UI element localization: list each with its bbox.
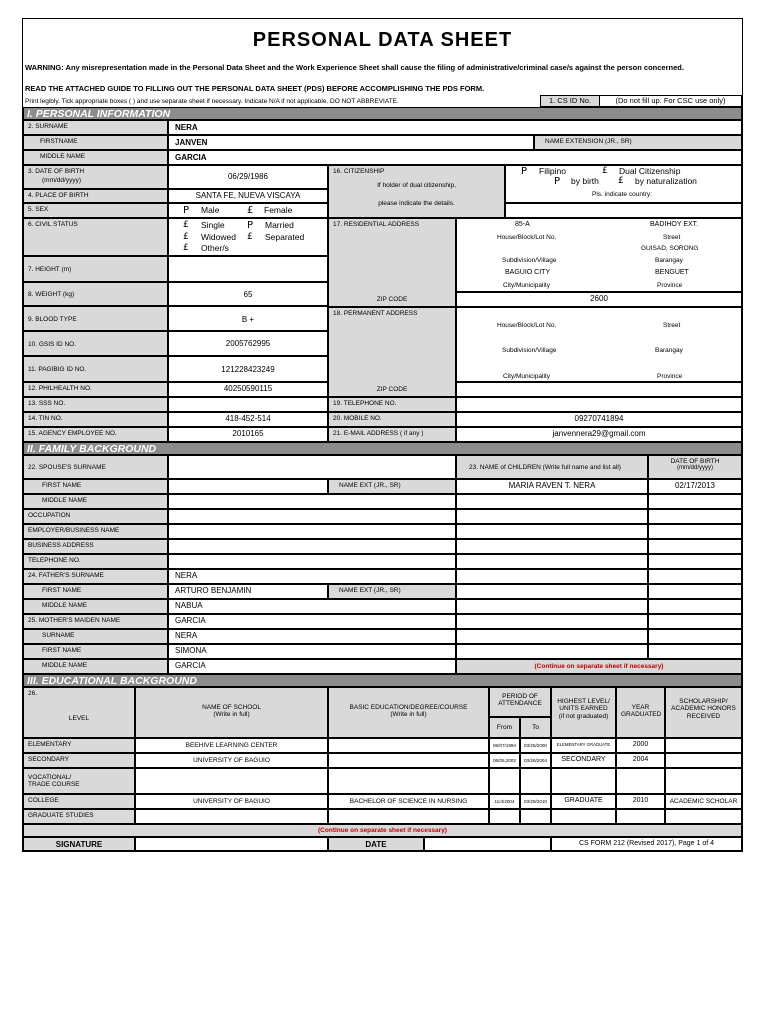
res-city-caption: City/Municipality — [503, 282, 550, 289]
civil-widowed-checkbox[interactable]: £ — [183, 232, 189, 242]
edu-row-course[interactable] — [328, 738, 489, 753]
child-dob-field[interactable] — [648, 629, 742, 644]
child-dob-header-text: DATE OF BIRTH — [670, 458, 720, 465]
res-zip-field[interactable]: 2600 — [456, 292, 742, 307]
permanent-address-fields[interactable] — [456, 307, 742, 382]
res-barangay-caption: Barangay — [655, 257, 683, 264]
edu-row-course[interactable]: BACHELOR OF SCIENCE IN NURSING — [328, 794, 489, 809]
edu-row-honors[interactable] — [665, 738, 742, 753]
dual-note-2: please indicate the details. — [378, 199, 455, 207]
edu-row-to[interactable]: 03/26/2004 — [520, 753, 551, 768]
section-family-background: II. FAMILY BACKGROUND — [23, 442, 742, 455]
level-header-text: LEVEL — [68, 715, 90, 723]
edu-row-to[interactable]: 03/29/2010 — [520, 794, 551, 809]
child-name-field[interactable]: MARIA RAVEN T. NERA — [456, 479, 648, 494]
father-surname-label: 24. FATHER'S SURNAME — [23, 569, 168, 584]
email-field[interactable]: janvennera29@gmail.com — [456, 427, 742, 442]
honors-header: SCHOLARSHIP/ ACADEMIC HONORS RECEIVED — [665, 687, 742, 738]
mother-firstname-field[interactable]: SIMONA — [168, 644, 456, 659]
read-guide-text: READ THE ATTACHED GUIDE TO FILLING OUT THE PERSONAL DATA SHEET (PDS) BEFORE ACCOMPLISHING THE PDS FORM. — [25, 84, 485, 93]
edu-row-year[interactable]: 2004 — [616, 753, 665, 768]
philhealth-label: 12. PHILHEALTH NO. — [23, 382, 168, 397]
civil-single-checkbox[interactable]: £ — [183, 220, 189, 230]
business-address-label: BUSINESS ADDRESS — [23, 539, 168, 554]
business-address-field[interactable] — [168, 539, 456, 554]
civil-separated-checkbox[interactable]: £ — [247, 232, 253, 242]
highest-level-text: HIGHEST LEVEL/ UNITS EARNED — [557, 698, 610, 713]
cit-filipino-checkbox[interactable]: P — [521, 166, 528, 177]
dob-field[interactable]: 06/29/1986 — [168, 165, 328, 189]
res-city: BAGUIO CITY — [505, 269, 551, 276]
date-field[interactable] — [424, 837, 551, 851]
spouse-telephone-field[interactable] — [168, 554, 456, 569]
child-dob-field[interactable] — [648, 644, 742, 659]
warning-text: WARNING: Any misrepresentation made in the Personal Data Sheet and the Work Experience Sheet shall cause the filing of administrative/criminal case/s against the person concerned. — [25, 63, 684, 72]
tin-label: 14. TIN NO. — [23, 412, 168, 427]
child-name-field[interactable] — [456, 614, 648, 629]
child-dob-field[interactable]: 02/17/2013 — [648, 479, 742, 494]
from-header: From — [489, 717, 520, 738]
agency-field[interactable]: 2010165 — [168, 427, 328, 442]
education-continue-note: (Continue on separate sheet if necessary) — [23, 824, 742, 837]
child-name-field[interactable] — [456, 554, 648, 569]
edu-row-course[interactable] — [328, 768, 489, 794]
child-name-field[interactable] — [456, 569, 648, 584]
residential-address-fields[interactable] — [456, 218, 742, 292]
blood-type-field[interactable]: B + — [168, 306, 328, 331]
perm-zip-field[interactable] — [456, 382, 742, 397]
print-note: Print legibly. Tick appropriate boxes ( ) and use separate sheet if necessary. Indicate N/A if not applicable. DO NOT ABBREVIATE. — [25, 98, 399, 105]
perm-house-caption: House/Block/Lot No. — [497, 322, 557, 329]
course-header-sub: (Write in full) — [390, 711, 427, 719]
mobile-label: 20. MOBILE NO. — [328, 412, 456, 427]
perm-zip-label: ZIP CODE — [376, 385, 408, 393]
cs-id-note[interactable]: (Do not fill up. For CSC use only) — [599, 95, 742, 107]
mobile-field[interactable]: 09270741894 — [456, 412, 742, 427]
edu-vocational-line2: TRADE COURSE — [28, 781, 80, 789]
date-label: DATE — [328, 837, 424, 851]
edu-row-from[interactable] — [489, 768, 520, 794]
perm-subdivision-caption: Subdivision/Village — [502, 347, 557, 354]
mother-middlename-label: MIDDLE NAME — [23, 659, 168, 674]
cs-id-label: 1. CS ID No. — [540, 95, 600, 107]
cit-birth-checkbox[interactable]: P — [554, 176, 561, 187]
cit-naturalization-checkbox[interactable]: £ — [618, 176, 624, 186]
mother-surname-label: SURNAME — [23, 629, 168, 644]
agency-label: 15. AGENCY EMPLOYEE NO. — [23, 427, 168, 442]
edu-row-honors[interactable]: ACADEMIC SCHOLAR — [665, 794, 742, 809]
citizenship-label: 16. CITIZENSHIP — [333, 168, 385, 175]
child-name-field[interactable] — [456, 524, 648, 539]
spouse-firstname-label: FIRST NAME — [23, 479, 168, 494]
gsis-label: 10. GSIS ID NO. — [23, 331, 168, 356]
child-dob-field[interactable] — [648, 584, 742, 599]
spouse-surname-field[interactable] — [168, 455, 456, 479]
father-firstname-label: FIRST NAME — [23, 584, 168, 599]
middlename-label: MIDDLE NAME — [23, 150, 168, 165]
period-header: PERIOD OF ATTENDANCE — [489, 687, 551, 717]
child-name-field[interactable] — [456, 494, 648, 509]
edu-row-year[interactable] — [616, 809, 665, 824]
edu-row-highest[interactable]: ELEMENTARY GRADUATE — [551, 738, 616, 753]
father-middlename-field[interactable]: NABUA — [168, 599, 456, 614]
res-province: BENGUET — [655, 269, 689, 276]
edu-row-to[interactable]: 03/25/2000 — [520, 738, 551, 753]
highest-level-sub: (if not graduated) — [558, 712, 609, 720]
child-dob-field[interactable] — [648, 494, 742, 509]
father-name-ext-label: NAME EXT (JR., SR) — [328, 584, 456, 599]
sex-male-checkbox[interactable]: P — [183, 205, 190, 216]
mother-surname-field[interactable]: NERA — [168, 629, 456, 644]
occupation-field[interactable] — [168, 509, 456, 524]
year-graduated-header: YEAR GRADUATED — [616, 687, 665, 738]
child-dob-field[interactable] — [648, 614, 742, 629]
to-header: To — [520, 717, 551, 738]
perm-street-caption: Street — [663, 322, 681, 329]
signature-field[interactable] — [135, 837, 328, 851]
employer-label: EMPLOYER/BUSINESS NAME — [23, 524, 168, 539]
telephone-field[interactable] — [456, 397, 742, 412]
child-dob-header — [648, 455, 742, 479]
civil-others-text: Other/s — [201, 243, 229, 253]
child-dob-field[interactable] — [648, 509, 742, 524]
email-label: 21. E-MAIL ADDRESS ( if any ) — [328, 427, 456, 442]
education-level-header — [23, 687, 135, 738]
civil-others-checkbox[interactable]: £ — [183, 243, 189, 253]
edu-row-course[interactable] — [328, 809, 489, 824]
civil-married-text: Married — [265, 220, 294, 230]
child-dob-field[interactable] — [648, 599, 742, 614]
father-firstname-field[interactable]: ARTURO BENJAMIN — [168, 584, 328, 599]
surname-field[interactable]: NERA — [168, 120, 742, 135]
tin-field[interactable]: 418-452-514 — [168, 412, 328, 427]
cit-naturalization-text: by naturalization — [635, 176, 697, 186]
signature-label: SIGNATURE — [23, 837, 135, 851]
edu-row-from[interactable]: 06/07/1994 — [489, 738, 520, 753]
edu-row-honors[interactable] — [665, 753, 742, 768]
surname-label: 2. SURNAME — [23, 120, 168, 135]
mother-middlename-field[interactable]: GARCIA — [168, 659, 456, 674]
father-middlename-label: MIDDLE NAME — [23, 599, 168, 614]
weight-label: 8. WEIGHT (kg) — [23, 282, 168, 306]
edu-row-year[interactable] — [616, 768, 665, 794]
child-name-field[interactable] — [456, 584, 648, 599]
employer-field[interactable] — [168, 524, 456, 539]
permanent-address-label: 18. PERMANENT ADDRESS — [333, 310, 418, 317]
philhealth-field[interactable]: 40250590115 — [168, 382, 328, 397]
telephone-label: 19. TELEPHONE NO. — [328, 397, 456, 412]
course-header — [328, 687, 489, 738]
spouse-telephone-label: TELEPHONE NO. — [23, 554, 168, 569]
res-street-caption: Street — [663, 234, 681, 241]
name-extension-label: NAME EXTENSION (JR., SR) — [534, 135, 742, 150]
sex-male-text: Male — [201, 205, 220, 215]
residential-address-label: 17. RESIDENTIAL ADDRESS — [333, 221, 420, 228]
res-subdivision: GUISAD, SORONG — [641, 245, 699, 252]
res-street: BADIHOY EXT. — [650, 221, 699, 228]
cit-dual-checkbox[interactable]: £ — [602, 166, 608, 176]
cit-birth-text: by birth — [571, 176, 599, 186]
mother-maiden-field[interactable]: GARCIA — [168, 614, 456, 629]
dob-label-text: 3. DATE OF BIRTH — [28, 168, 85, 175]
dual-note-1: If holder of dual citizenship, — [377, 182, 456, 190]
res-house-caption: House/Block/Lot No. — [497, 234, 557, 241]
family-continue-note: (Continue on separate sheet if necessary) — [456, 659, 742, 674]
civil-single-text: Single — [201, 220, 225, 230]
edu-row-level: GRADUATE STUDIES — [23, 809, 135, 824]
edu-vocational-line1: VOCATIONAL/ — [28, 774, 72, 781]
child-name-field[interactable] — [456, 509, 648, 524]
civil-married-checkbox[interactable]: P — [247, 220, 254, 231]
cit-filipino-text: Filipino — [539, 166, 566, 176]
dob-format-text: (mm/dd/yyyy) — [42, 177, 81, 185]
civil-separated-text: Separated — [265, 232, 305, 242]
edu-row-school[interactable]: UNIVERSITY OF BAGUIO — [135, 794, 328, 809]
residential-address-label-cell — [328, 218, 456, 307]
blood-type-label: 9. BLOOD TYPE — [23, 306, 168, 331]
child-dob-field[interactable] — [648, 554, 742, 569]
pagibig-field[interactable]: 121228423249 — [168, 356, 328, 382]
spouse-name-ext-label: NAME EXT (JR., SR) — [328, 479, 456, 494]
child-dob-field[interactable] — [648, 569, 742, 584]
edu-row-school[interactable]: BEEHIVE LEARNING CENTER — [135, 738, 328, 753]
child-name-field[interactable] — [456, 629, 648, 644]
weight-field[interactable]: 65 — [168, 282, 328, 306]
edu-row-highest[interactable]: SECONDARY — [551, 753, 616, 768]
dual-country-field[interactable] — [505, 203, 742, 218]
edu-row-year[interactable]: 2000 — [616, 738, 665, 753]
edu-row-from[interactable] — [489, 809, 520, 824]
pagibig-label: 11. PAGIBIG ID NO. — [23, 356, 168, 382]
pob-label: 4. PLACE OF BIRTH — [23, 189, 168, 203]
edu-row-to[interactable] — [520, 768, 551, 794]
sss-label: 13. SSS NO. — [23, 397, 168, 412]
mother-firstname-label: FIRST NAME — [23, 644, 168, 659]
dob-label — [23, 165, 168, 189]
edu-row-honors[interactable] — [665, 809, 742, 824]
page-title: PERSONAL DATA SHEET — [252, 29, 513, 51]
school-header — [135, 687, 328, 738]
section-personal-information: I. PERSONAL INFORMATION — [23, 107, 742, 120]
education-number: 26. — [28, 690, 38, 697]
height-label: 7. HEIGHT (m) — [23, 256, 168, 282]
section-educational-background: III. EDUCATIONAL BACKGROUND — [23, 674, 742, 687]
edu-row-from[interactable]: 06/05,2002 — [489, 753, 520, 768]
child-name-field[interactable] — [456, 599, 648, 614]
course-header-text: BASIC EDUCATION/DEGREE/COURSE — [349, 704, 468, 711]
citizenship-label-cell — [328, 165, 505, 218]
personal-data-sheet-form — [22, 18, 743, 852]
school-header-text: NAME OF SCHOOL — [202, 704, 261, 711]
sex-female-text: Female — [264, 205, 293, 215]
citizenship-options — [505, 165, 742, 203]
sss-field[interactable] — [168, 397, 328, 412]
edu-row-course[interactable] — [328, 753, 489, 768]
mother-maiden-label: 25. MOTHER'S MAIDEN NAME — [23, 614, 168, 629]
child-name-field[interactable] — [456, 539, 648, 554]
edu-row-level — [23, 768, 135, 794]
edu-row-highest[interactable] — [551, 809, 616, 824]
edu-row-level: ELEMENTARY — [23, 738, 135, 753]
height-field[interactable] — [168, 256, 328, 282]
firstname-field[interactable]: JANVEN — [168, 135, 534, 150]
child-dob-field[interactable] — [648, 539, 742, 554]
edu-row-school[interactable] — [135, 809, 328, 824]
edu-row-from[interactable]: 11/4/2004 — [489, 794, 520, 809]
edu-row-to[interactable] — [520, 809, 551, 824]
child-dob-header-format: (mm/dd/yyyy) — [677, 465, 713, 472]
res-province-caption: Province — [657, 282, 683, 289]
spouse-surname-label: 22. SPOUSE'S SURNAME — [23, 455, 168, 479]
perm-city-caption: City/Municipality — [503, 373, 550, 380]
firstname-label: FIRSTNAME — [23, 135, 168, 150]
spouse-firstname-field[interactable] — [168, 479, 328, 494]
gsis-field[interactable]: 2005762995 — [168, 331, 328, 356]
permanent-address-label-cell — [328, 307, 456, 397]
edu-row-level: SECONDARY — [23, 753, 135, 768]
edu-row-honors[interactable] — [665, 768, 742, 794]
pob-field[interactable]: SANTA FE, NUEVA VISCAYA — [168, 189, 328, 203]
civil-status-label: 6. CIVIL STATUS — [23, 218, 168, 256]
child-name-field[interactable] — [456, 644, 648, 659]
edu-row-level: COLLEGE — [23, 794, 135, 809]
school-header-sub: (Write in full) — [213, 711, 250, 719]
sex-label: 5. SEX — [23, 203, 168, 218]
children-label: 23. NAME of CHILDREN (Write full name and list all) — [456, 455, 648, 479]
child-dob-field[interactable] — [648, 524, 742, 539]
edu-row-school[interactable] — [135, 768, 328, 794]
perm-barangay-caption: Barangay — [655, 347, 683, 354]
perm-province-caption: Province — [657, 373, 683, 380]
indicate-country-text: Pls. indicate country: — [592, 191, 652, 198]
father-surname-field[interactable]: NERA — [168, 569, 456, 584]
res-house: 85-A — [515, 221, 530, 228]
occupation-label: OCCUPATION — [23, 509, 168, 524]
edu-row-school[interactable]: UNIVERSITY OF BAGUIO — [135, 753, 328, 768]
res-subdivision-caption: Subdivision/Village — [502, 257, 557, 264]
form-id: CS FORM 212 (Revised 2017), Page 1 of 4 — [551, 837, 742, 851]
res-zip-label: ZIP CODE — [376, 295, 408, 303]
middlename-field[interactable]: GARCIA — [168, 150, 742, 165]
edu-row-year[interactable]: 2010 — [616, 794, 665, 809]
edu-row-highest[interactable]: GRADUATE — [551, 794, 616, 809]
sex-options — [168, 203, 328, 218]
cit-dual-text: Dual Citizenship — [619, 166, 681, 176]
civil-status-options — [168, 218, 328, 256]
highest-level-header — [551, 687, 616, 738]
sex-female-checkbox[interactable]: £ — [247, 205, 254, 216]
spouse-middlename-label: MIDDLE NAME — [23, 494, 168, 509]
civil-widowed-text: Widowed — [201, 232, 236, 242]
spouse-middlename-field[interactable] — [168, 494, 456, 509]
edu-row-highest[interactable] — [551, 768, 616, 794]
